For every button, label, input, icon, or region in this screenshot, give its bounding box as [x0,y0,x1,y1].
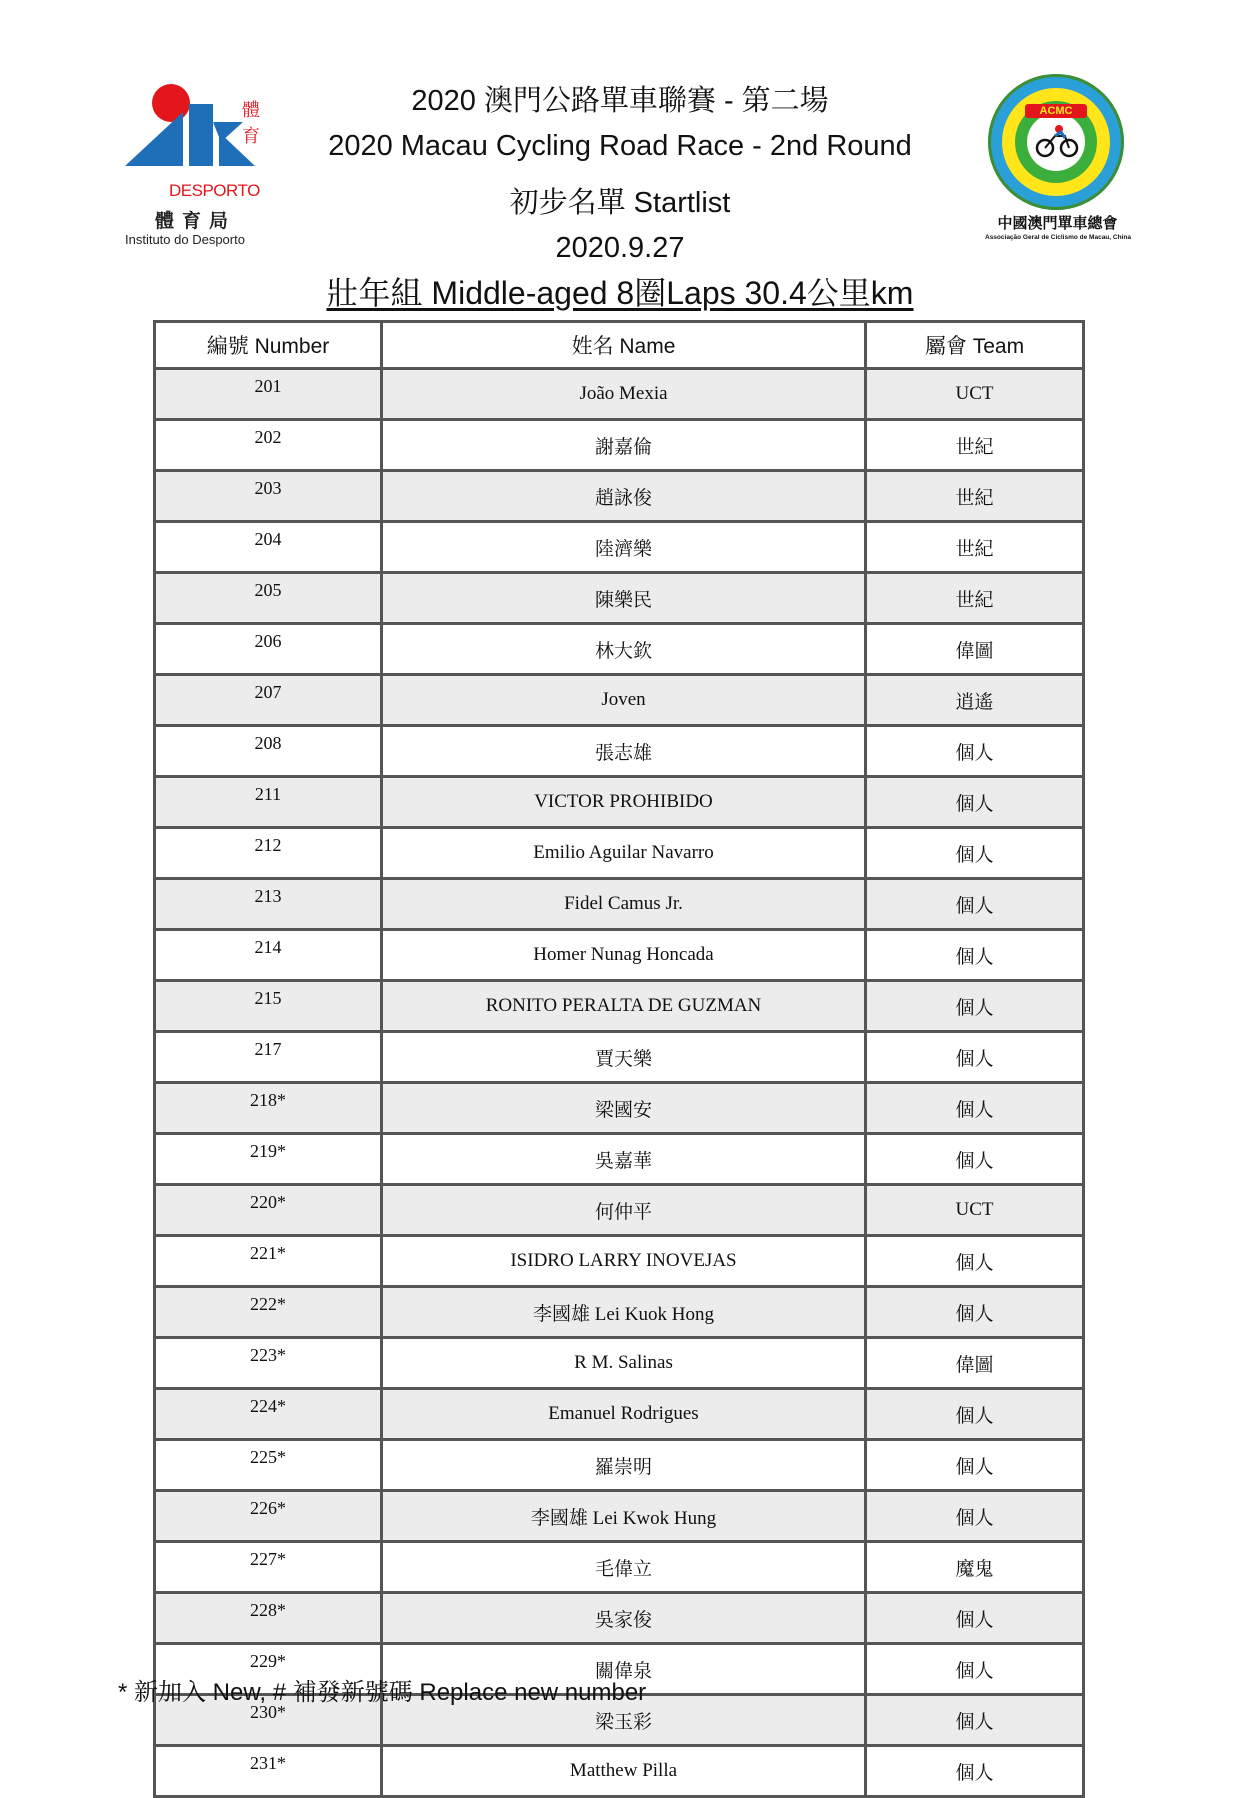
table-row [155,1032,1084,1083]
table-row [155,1236,1084,1287]
table-row [155,1134,1084,1185]
footnote: * 新加入 New, # 補發新號碼 Replace new number [118,1679,647,1706]
logo-name-zh: 體育局 [155,211,237,232]
cell-name: R M. Salinas [382,1338,866,1389]
cell-name: 李國雄 Lei Kwok Hung [382,1491,866,1542]
table-row [155,1542,1084,1593]
column-header-number: 編號 Number [155,322,382,369]
cell-number: 228* [155,1593,382,1644]
table-row [155,879,1084,930]
cell-team: 世紀 [866,522,1084,573]
cell-number: 220* [155,1185,382,1236]
cell-name: 羅崇明 [382,1440,866,1491]
event-date: 2020.9.27 [555,232,685,264]
cell-name: 關偉泉 [382,1644,866,1695]
cell-name: Matthew Pilla [382,1746,866,1797]
logo-side-char-2: 育 [242,126,260,147]
cell-number: 230* [155,1695,382,1746]
cell-number: 217 [155,1032,382,1083]
cell-number: 205 [155,573,382,624]
table-row [155,1746,1084,1797]
cell-name: Joven [382,675,866,726]
cell-number: 226* [155,1491,382,1542]
cell-name: 趙詠俊 [382,471,866,522]
table-row [155,369,1084,420]
cell-number: 222* [155,1287,382,1338]
cell-name: ISIDRO LARRY INOVEJAS [382,1236,866,1287]
cell-name: 陸濟樂 [382,522,866,573]
cell-name: 張志雄 [382,726,866,777]
table-row [155,1338,1084,1389]
table-row [155,1593,1084,1644]
cell-name: 何仲平 [382,1185,866,1236]
cell-name: 吳嘉華 [382,1134,866,1185]
cell-team: 個人 [866,1083,1084,1134]
cell-name: 林大欽 [382,624,866,675]
table-row [155,1491,1084,1542]
cell-number: 201 [155,369,382,420]
cell-name: RONITO PERALTA DE GUZMAN [382,981,866,1032]
cell-name: João Mexia [382,369,866,420]
cell-name: 梁國安 [382,1083,866,1134]
table-row [155,981,1084,1032]
cell-name: 賈天樂 [382,1032,866,1083]
startlist-heading: 初步名單 Startlist [509,187,731,219]
cell-name: 梁玉彩 [382,1695,866,1746]
cell-name: VICTOR PROHIBIDO [382,777,866,828]
cell-number: 211 [155,777,382,828]
event-title-en: 2020 Macau Cycling Road Race - 2nd Round [328,130,912,162]
cell-team: 個人 [866,1593,1084,1644]
cell-team: 逍遙 [866,675,1084,726]
acmc-badge-label: ACMC [1025,104,1087,118]
logo-wordmark: DESPORTO [169,181,260,200]
table-row [155,522,1084,573]
cell-name: 謝嘉倫 [382,420,866,471]
acmc-logo [985,72,1130,252]
cell-team: UCT [866,1185,1084,1236]
cell-number: 213 [155,879,382,930]
event-title-zh: 2020 澳門公路單車聯賽 - 第二場 [411,85,829,117]
table-row [155,1440,1084,1491]
cell-team: 個人 [866,930,1084,981]
logo-side-char-1: 體 [242,100,260,121]
table-row [155,420,1084,471]
cell-team: 個人 [866,726,1084,777]
cell-number: 207 [155,675,382,726]
table-row [155,1287,1084,1338]
cell-number: 208 [155,726,382,777]
cell-number: 227* [155,1542,382,1593]
cell-number: 212 [155,828,382,879]
cell-name: Emanuel Rodrigues [382,1389,866,1440]
cell-number: 229* [155,1644,382,1695]
cell-name: 李國雄 Lei Kuok Hong [382,1287,866,1338]
cell-team: 個人 [866,1695,1084,1746]
acmc-name-pt: Associação Geral de Ciclismo de Macau, China [985,234,1131,241]
column-header-name: 姓名 Name [382,322,866,369]
table-row [155,1389,1084,1440]
cell-number: 218* [155,1083,382,1134]
cell-team: 個人 [866,1287,1084,1338]
desporto-logo [125,82,275,252]
cell-team: 個人 [866,1389,1084,1440]
cell-name: 毛偉立 [382,1542,866,1593]
cell-number: 206 [155,624,382,675]
table-row [155,1083,1084,1134]
cell-team: 個人 [866,1032,1084,1083]
cell-team: 個人 [866,1236,1084,1287]
cell-name: Homer Nunag Honcada [382,930,866,981]
cell-number: 204 [155,522,382,573]
table-row [155,1185,1084,1236]
cell-number: 215 [155,981,382,1032]
cell-number: 202 [155,420,382,471]
table-header-row [155,322,1084,369]
cell-team: 世紀 [866,573,1084,624]
table-row [155,777,1084,828]
cell-number: 223* [155,1338,382,1389]
cell-name: Fidel Camus Jr. [382,879,866,930]
cell-team: UCT [866,369,1084,420]
category-heading: 壯年組 Middle-aged 8圈Laps 30.4公里km [326,275,914,311]
cell-team: 個人 [866,981,1084,1032]
logo-side-chars [237,98,265,150]
cell-team: 魔鬼 [866,1542,1084,1593]
cell-team: 個人 [866,828,1084,879]
cell-team: 個人 [866,1134,1084,1185]
table-row [155,624,1084,675]
table-row [155,471,1084,522]
cell-number: 225* [155,1440,382,1491]
table-row [155,675,1084,726]
cell-team: 個人 [866,879,1084,930]
cell-number: 214 [155,930,382,981]
table-row [155,828,1084,879]
cell-team: 個人 [866,1746,1084,1797]
acmc-name-zh: 中國澳門單車總會 [997,214,1118,232]
startlist-table [153,320,1085,1798]
cell-number: 203 [155,471,382,522]
cell-number: 219* [155,1134,382,1185]
cell-name: Emilio Aguilar Navarro [382,828,866,879]
cell-team: 個人 [866,1440,1084,1491]
cell-name: 陳樂民 [382,573,866,624]
cell-number: 224* [155,1389,382,1440]
cell-team: 偉圖 [866,1338,1084,1389]
column-header-team: 屬會 Team [866,322,1084,369]
bicycle-icon [1035,124,1079,158]
cell-team: 偉圖 [866,624,1084,675]
cell-number: 231* [155,1746,382,1797]
cell-team: 個人 [866,777,1084,828]
cell-name: 吳家俊 [382,1593,866,1644]
table-row [155,573,1084,624]
table-body [155,369,1084,1797]
cell-team: 個人 [866,1644,1084,1695]
cell-team: 個人 [866,1491,1084,1542]
cell-number: 221* [155,1236,382,1287]
table-row [155,726,1084,777]
cell-team: 世紀 [866,420,1084,471]
cell-team: 世紀 [866,471,1084,522]
logo-name-pt: Instituto do Desporto [125,232,245,247]
table-row [155,930,1084,981]
